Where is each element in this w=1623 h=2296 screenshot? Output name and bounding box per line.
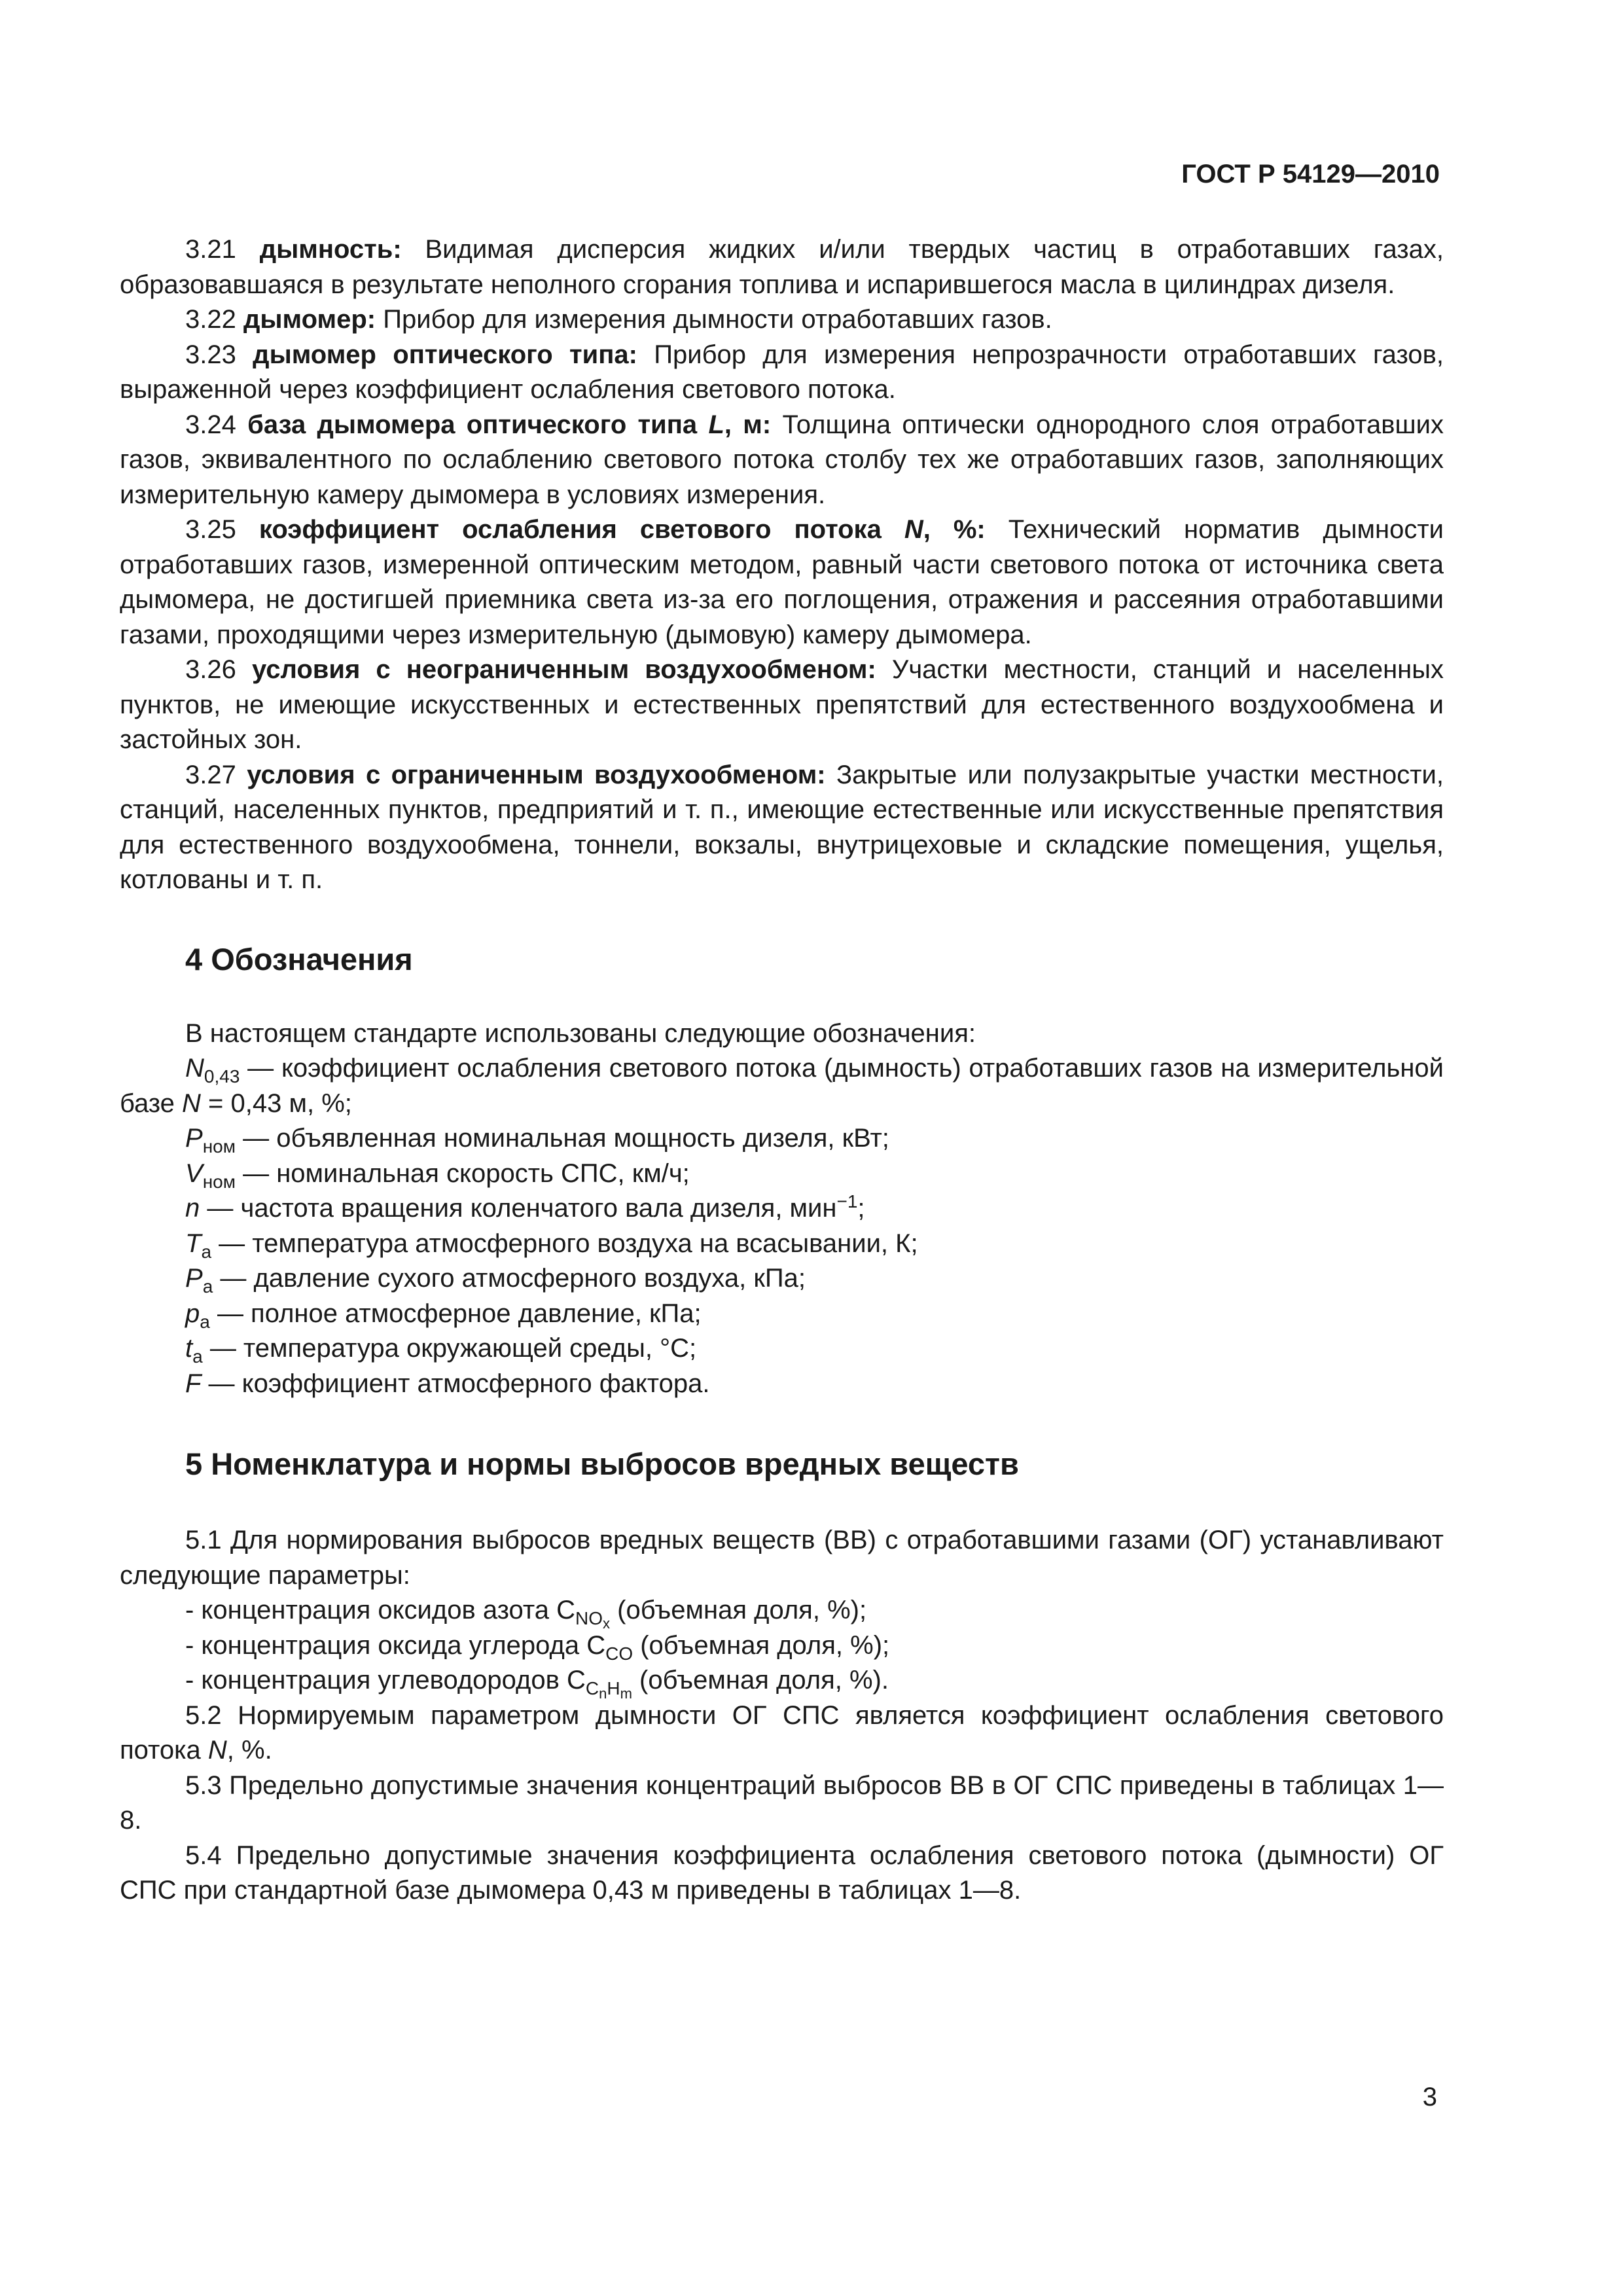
section-5-title: 5 Номенклатура и нормы выбросов вредных веществ (185, 1446, 1019, 1481)
symbol-item: $N_{0,43}$ — коэффициент ослабления светового потока (дымность) отработавших газов на измерительной базе N = 0,43 м, %; (120, 1054, 1444, 1118)
page-content (120, 232, 1444, 1909)
term: коэффициент ослабления светового потока N, %: (259, 515, 986, 544)
list-item: - концентрация углеводородов $С_{C_nH_m}$ (объемная доля, %). (185, 1666, 889, 1702)
symbol-item: $P_{ном}$ — объявленная номинальная мощность дизеля, кВт; (185, 1124, 889, 1157)
term: дымомер: (243, 305, 376, 334)
paragraph-5-2: 5.2 Нормируемым параметром дымности ОГ СПС является коэффициент ослабления светового потока N, %. (120, 1700, 1444, 1765)
list-item: - концентрация оксидов азота $С_{NO_x}$ (объемная доля, %); (185, 1596, 867, 1632)
definition-3-23: 3.23 дымомер оптического типа: Прибор для измерения непрозрачности отработавших газов, выраженной через коэффициент ослабления светового потока. (120, 340, 1444, 404)
paragraph-5-1: 5.1 Для нормирования выбросов вредных веществ (ВВ) с отработавшими газами (ОГ) устанавливают следующие параметры: (120, 1526, 1444, 1590)
definition-3-22: 3.22 дымомер: Прибор для измерения дымности отработавших газов. (185, 305, 1052, 334)
definition-3-27: 3.27 условия с ограниченным воздухообменом: Закрытые или полузакрытые участки местности, станций, населенных пунктов, предприятий и т. п., имеющие естественные или искусственные препятствия для естественного воздухообмена, тоннели, вокзалы, внутрицеховые и складские помещения, ущелья, котлованы и т. п. (120, 760, 1444, 894)
list-item: - концентрация оксида углерода $С_{CO}$ (объемная доля, %); (185, 1630, 890, 1664)
term: условия с неограниченным воздухообменом: (251, 655, 876, 684)
symbol-item: $V_{ном}$ — номинальная скорость СПС, км/ч; (185, 1158, 690, 1192)
symbol-item: F — коэффициент атмосферного фактора. (185, 1369, 710, 1398)
symbol-item: n — частота вращения коленчатого вала дизеля, мин$^{-1}$; (185, 1191, 865, 1223)
document-code: ГОСТ Р 54129—2010 (1181, 160, 1440, 188)
definition-3-21: 3.21 дымность: Видимая дисперсия жидких и/или твердых частиц в отработавших газах, образовавшаяся в результате неполного сгорания топлива и испарившегося масла в цилиндрах дизеля. (120, 235, 1444, 299)
term: дымность: (259, 235, 402, 264)
section-4-intro: В настоящем стандарте использованы следующие обозначения: (185, 1018, 976, 1048)
symbol-item: $t_a$ — температура окружающей среды, °С; (185, 1334, 697, 1367)
term: условия с ограниченным воздухообменом: (247, 760, 826, 789)
definition-3-25: 3.25 коэффициент ослабления светового потока N, %: Технический норматив дымности отработавших газов, измеренной оптическим методом, равный части светового потока от источника света дымомера, не достигшей приемника света из-за его поглощения, отражения и рассеяния отработавшими газами, проходящими через измерительную (дымовую) камеру дымомера. (120, 515, 1444, 649)
definition-3-24: 3.24 база дымомера оптического типа L, м: Толщина оптически однородного слоя отработавших газов, эквивалентного по ослаблению светового потока столбу тех же отработавших газов, заполняющих измерительную камеру дымомера в условиях измерения. (120, 410, 1444, 509)
symbol-item: $T_a$ — температура атмосферного воздуха на всасывании, К; (185, 1229, 918, 1262)
term: дымомер оптического типа: (253, 340, 637, 369)
term: база дымомера оптического типа L, м: (247, 410, 772, 439)
definition-3-26: 3.26 условия с неограниченным воздухообменом: Участки местности, станций и населенных пунктов, не имеющие искусственных и естественных препятствий для естественного воздухообмена и застойных зон. (120, 655, 1444, 754)
page-number: 3 (1422, 2083, 1437, 2111)
symbol-item: $P_a$ — давление сухого атмосферного воздуха, кПа; (185, 1264, 806, 1297)
paragraph-5-4: 5.4 Предельно допустимые значения коэффициента ослабления светового потока (дымности) ОГ СПС при стандартной базе дымомера 0,43 м приведены в таблицах 1—8. (120, 1840, 1444, 1905)
paragraph-5-3: 5.3 Предельно допустимые значения концентраций выбросов ВВ в ОГ СПС приведены в таблицах 1—8. (120, 1770, 1444, 1835)
symbol-item: $p_a$ — полное атмосферное давление, кПа; (185, 1299, 702, 1332)
section-4-title: 4 Обозначения (185, 941, 413, 977)
